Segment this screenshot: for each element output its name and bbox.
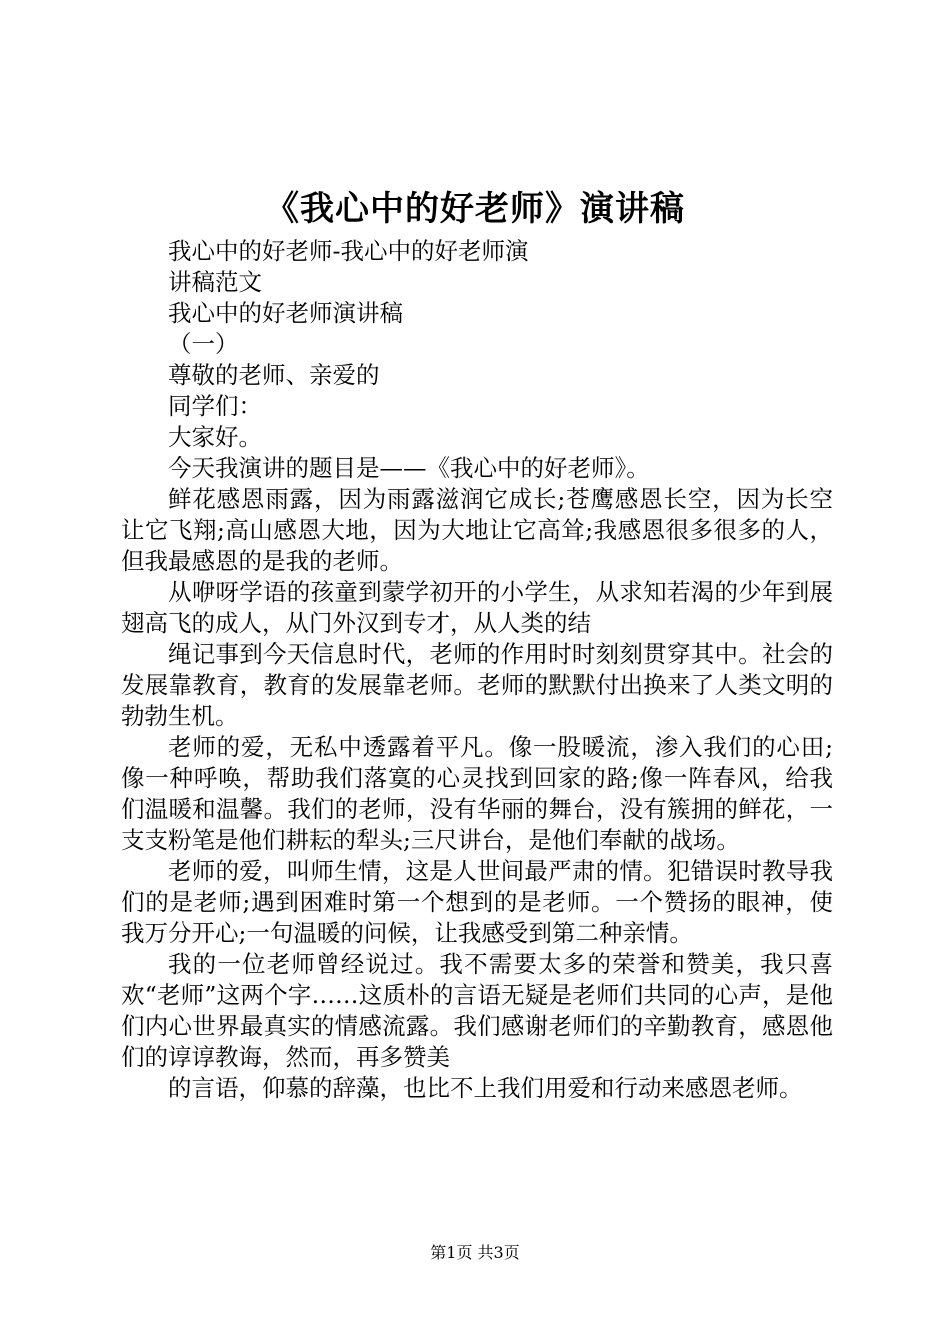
text-line: 我心中的好老师演讲稿 bbox=[168, 299, 403, 327]
document-body bbox=[121, 236, 833, 1104]
paragraph: 老师的爱，无私中透露着平凡。像一股暖流，渗入我们的心田;像一种呼唤，帮助我们落寞的心灵找到回家的路;像一阵春风，给我们温暖和温馨。我们的老师，没有华丽的舞台，没有簇拥的鲜花，一支支粉笔是他们耕耘的犁头;三尺讲台，是他们奉献的战场。 bbox=[121, 733, 833, 854]
paragraph: 鲜花感恩雨露，因为雨露滋润它成长;苍鹰感恩长空，因为长空让它飞翔;高山感恩大地，因为大地让它高耸;我感恩很多很多的人，但我最感恩的是我的老师。 bbox=[121, 485, 833, 575]
page-number: 第1页 共3页 bbox=[430, 1243, 520, 1262]
text-line: （一） bbox=[168, 330, 239, 358]
paragraph: 绳记事到今天信息时代，老师的作用时时刻刻贯穿其中。社会的发展靠教育，教育的发展靠老师。老师的默默付出换来了人类文明的勃勃生机。 bbox=[121, 640, 833, 730]
paragraph: 我的一位老师曾经说过。我不需要太多的荣誉和赞美，我只喜欢“老师”这两个字……这质朴的言语无疑是老师们共同的心声，是他们内心世界最真实的情感流露。我们感谢老师们的辛勤教育，感恩他们的谆谆教诲，然而，再多赞美 bbox=[121, 950, 833, 1071]
paragraph: 老师的爱，叫师生情，这是人世间最严肃的情。犯错误时教导我们的是老师;遇到困难时第一个想到的是老师。一个赞扬的眼神，使我万分开心;一句温暖的问候，让我感受到第二种亲情。 bbox=[121, 857, 833, 947]
text-line: 今天我演讲的题目是——《我心中的好老师》。 bbox=[168, 454, 650, 482]
document-title: 《我心中的好老师》演讲稿 bbox=[265, 189, 685, 229]
paragraph: 从咿呀学语的孩童到蒙学初开的小学生，从求知若渴的少年到展翅高飞的成人，从门外汉到专才，从人类的结 bbox=[121, 578, 833, 637]
text-line: 同学们： bbox=[168, 392, 262, 420]
text-line: 我心中的好老师-我心中的好老师演 bbox=[168, 237, 529, 265]
paragraph: 的言语，仰慕的辞藻，也比不上我们用爱和行动来感恩老师。 bbox=[168, 1074, 803, 1102]
text-line: 大家好。 bbox=[168, 423, 262, 451]
text-line: 尊敬的老师、亲爱的 bbox=[168, 361, 380, 389]
text-line: 讲稿范文 bbox=[168, 268, 262, 296]
